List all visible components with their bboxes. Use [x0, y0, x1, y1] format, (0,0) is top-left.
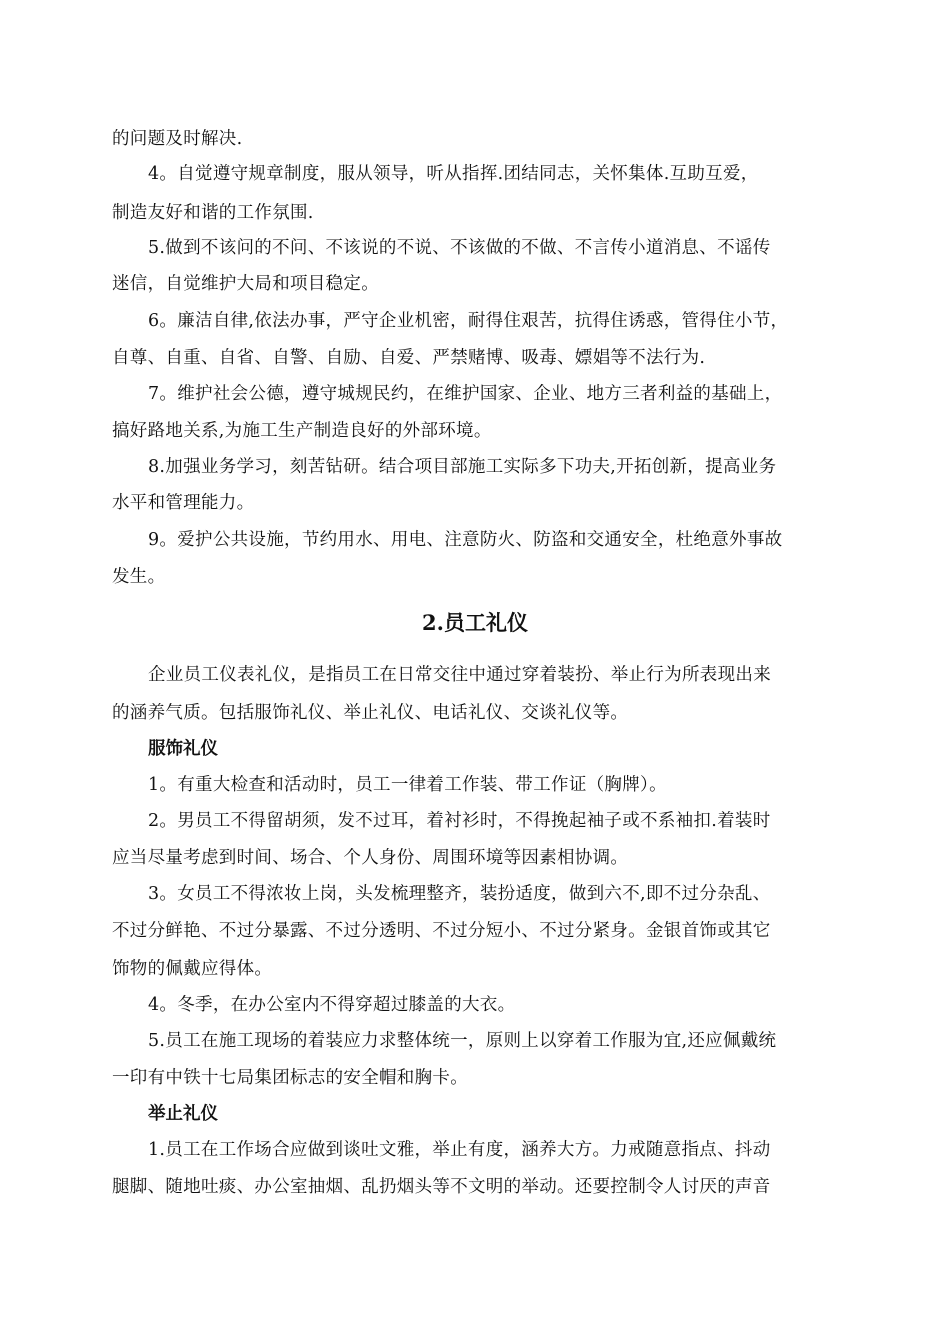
manner-line: 腿脚、随地吐痰、办公室抽烟、乱扔烟头等不文明的举动。还要控制令人讨厌的声音 [112, 1177, 771, 1197]
manner-etiquette-heading: 举止礼仪 [148, 1104, 218, 1124]
dress-etiquette-heading: 服饰礼仪 [148, 739, 218, 759]
paragraph-line: 搞好路地关系,为施工生产制造良好的外部环境。 [112, 421, 492, 441]
paragraph-line: 6。廉洁自律,依法办事，严守企业机密，耐得住艰苦，抗得住诱惑，管得住小节， [148, 311, 789, 331]
dress-line: 1。有重大检查和活动时，员工一律着工作装、带工作证（胸牌）。 [148, 775, 667, 795]
dress-line: 一印有中铁十七局集团标志的安全帽和胸卡。 [112, 1068, 468, 1088]
paragraph-line: 5.做到不该问的不问、不该说的不说、不该做的不做、不言传小道消息、不谣传 [148, 238, 771, 258]
intro-line: 企业员工仪表礼仪，是指员工在日常交往中通过穿着装扮、举止行为所表现出来 [148, 665, 771, 685]
paragraph-line: 迷信，自觉维护大局和项目稳定。 [112, 274, 379, 294]
dress-line: 饰物的佩戴应得体。 [112, 959, 273, 979]
paragraph-line: 9。爱护公共设施，节约用水、用电、注意防火、防盗和交通安全，杜绝意外事故 [148, 530, 783, 550]
manner-line: 1.员工在工作场合应做到谈吐文雅，举止有度，涵养大方。力戒随意指点、抖动 [148, 1140, 771, 1160]
paragraph-line: 发生。 [112, 567, 166, 587]
dress-line: 4。冬季，在办公室内不得穿超过膝盖的大衣。 [148, 995, 516, 1015]
dress-line: 5.员工在施工现场的着装应力求整体统一，原则上以穿着工作服为宜,还应佩戴统 [148, 1031, 777, 1051]
paragraph-line: 自尊、自重、自省、自警、自励、自爱、严禁赌博、吸毒、嫖娼等不法行为. [112, 348, 706, 368]
dress-line: 3。女员工不得浓妆上岗，头发梳理整齐，装扮适度，做到六不,即不过分杂乱、 [148, 884, 771, 904]
paragraph-line: 水平和管理能力。 [112, 493, 255, 513]
paragraph-line: 7。维护社会公德，遵守城规民约，在维护国家、企业、地方三者利益的基础上， [148, 384, 783, 404]
paragraph-line: 8.加强业务学习，刻苦钻研。结合项目部施工实际多下功夫,开拓创新，提高业务 [148, 457, 777, 477]
section-title: 2.员工礼仪 [422, 610, 528, 635]
paragraph-line: 4。自觉遵守规章制度，服从领导，听从指挥.团结同志，关怀集体.互助互爱， [148, 164, 759, 184]
dress-line: 2。男员工不得留胡须，发不过耳，着衬衫时，不得挽起袖子或不系袖扣.着装时 [148, 811, 771, 831]
paragraph-line: 的问题及时解决. [112, 129, 243, 149]
dress-line: 应当尽量考虑到时间、场合、个人身份、周围环境等因素相协调。 [112, 848, 629, 868]
paragraph-line: 制造友好和谐的工作氛围. [112, 203, 314, 223]
intro-line: 的涵养气质。包括服饰礼仪、举止礼仪、电话礼仪、交谈礼仪等。 [112, 703, 629, 723]
dress-line: 不过分鲜艳、不过分暴露、不过分透明、不过分短小、不过分紧身。金银首饰或其它 [112, 921, 771, 941]
